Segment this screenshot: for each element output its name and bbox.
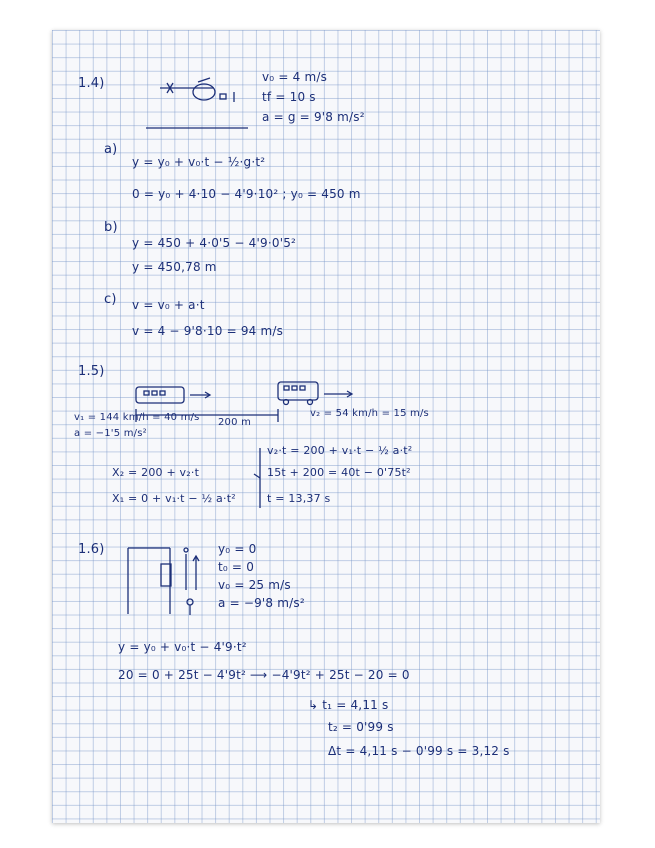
equation-line: v₂·t = 200 + v₁·t − ½ a·t² xyxy=(267,444,413,457)
equation-line: y = y₀ + v₀·t − 4'9·t² xyxy=(118,640,247,654)
diagram-label: a = −1'5 m/s² xyxy=(74,428,147,439)
given-line: a = −9'8 m/s² xyxy=(218,596,305,610)
diagram-label: v₁ = 144 km/h = 40 m/s xyxy=(74,412,200,423)
problem-label: 1.6) xyxy=(78,542,105,557)
given-line: t₀ = 0 xyxy=(218,560,255,574)
result-line: t₂ = 0'99 s xyxy=(328,720,394,734)
equation-line: y = 450,78 m xyxy=(132,260,217,274)
equation-brace xyxy=(254,448,260,508)
problem-label: 1.5) xyxy=(78,364,105,379)
given-line: y₀ = 0 xyxy=(218,542,257,556)
equation-line: 20 = 0 + 25t − 4'9t² ⟶ −4'9t² + 25t − 20 = 0 xyxy=(118,668,410,682)
result-line: ↳ t₁ = 4,11 s xyxy=(308,698,389,712)
equation-line: y = y₀ + v₀·t − ½·g·t² xyxy=(132,155,266,169)
given-line: v₀ = 4 m/s xyxy=(262,70,328,84)
equation-line: t = 13,37 s xyxy=(267,492,331,505)
part-label: b) xyxy=(104,220,118,235)
notebook-page xyxy=(52,30,600,823)
bus-sketch-right xyxy=(278,382,352,405)
elevator-sketch xyxy=(128,548,199,615)
helicopter-sketch xyxy=(146,78,248,128)
result-line: Δt = 4,11 s − 0'99 s = 3,12 s xyxy=(328,744,510,758)
equation-line: v = v₀ + a·t xyxy=(132,298,205,312)
given-line: a = g = 9'8 m/s² xyxy=(262,110,365,124)
part-label: a) xyxy=(104,142,118,157)
diagram-label: v₂ = 54 km/h = 15 m/s xyxy=(310,408,429,419)
equation-line: 15t + 200 = 40t − 0'75t² xyxy=(267,466,411,479)
given-line: tf = 10 s xyxy=(262,90,316,104)
bus-sketch-left xyxy=(136,387,210,403)
problem-label: 1.4) xyxy=(78,76,105,91)
equation-line: X₁ = 0 + v₁·t − ½ a·t² xyxy=(112,492,236,505)
equation-line: 0 = y₀ + 4·10 − 4'9·10² ; y₀ = 450 m xyxy=(132,187,361,201)
equation-line: v = 4 − 9'8·10 = 94 m/s xyxy=(132,324,284,338)
sketch-drawings xyxy=(52,30,600,823)
equation-line: X₂ = 200 + v₂·t xyxy=(112,466,200,479)
equation-line: y = 450 + 4·0'5 − 4'9·0'5² xyxy=(132,236,297,250)
given-line: v₀ = 25 m/s xyxy=(218,578,291,592)
part-label: c) xyxy=(104,292,117,307)
distance-marker xyxy=(136,409,278,422)
diagram-label: 200 m xyxy=(218,417,252,428)
